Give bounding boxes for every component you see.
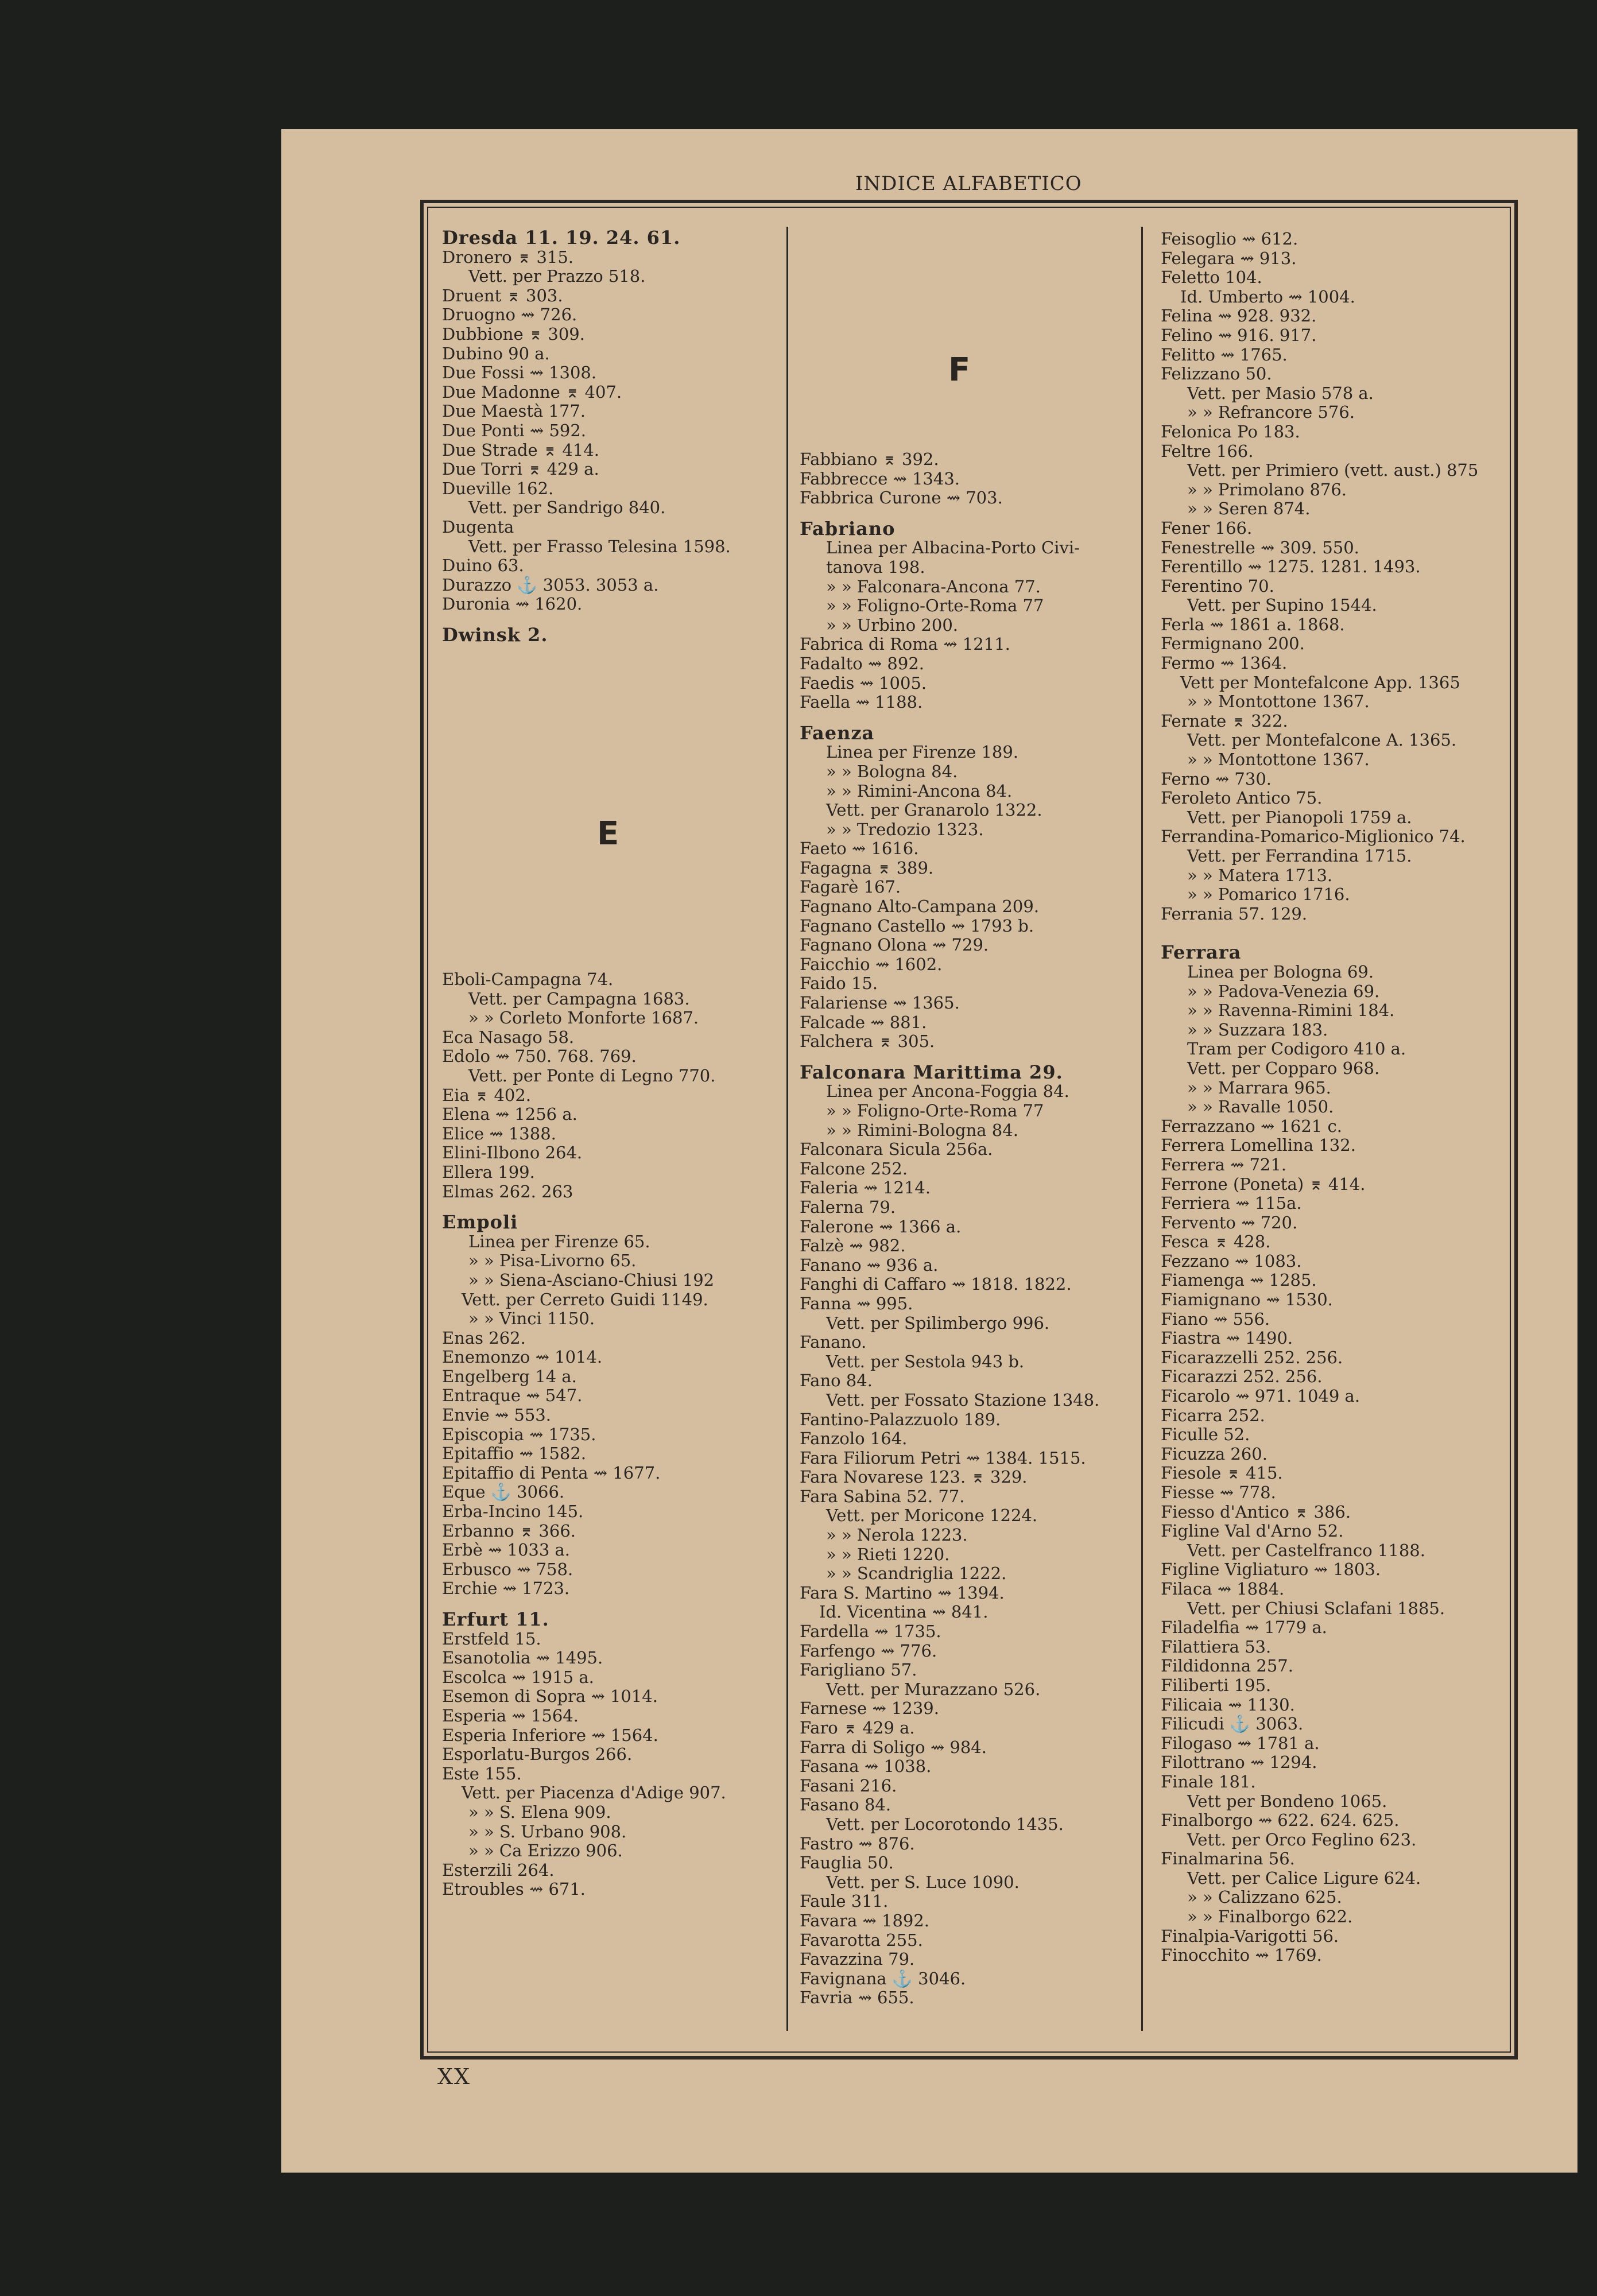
index-entry: Elena ⇝ 1256 a. [442,1104,577,1124]
index-entry: Vett. per Prazzo 518. [468,266,646,286]
index-entry: Vett. per Campagna 1683. [468,988,690,1009]
index-entry: Finalpia-Varigotti 56. [1161,1926,1339,1946]
index-entry: Fanano. [800,1332,867,1352]
index-entry: » » Foligno-Orte-Roma 77 [826,1101,1044,1120]
index-entry: Dubino 90 a. [442,343,550,363]
index-entry: Episcopia ⇝ 1735. [442,1424,596,1444]
index-entry: Faedis ⇝ 1005. [800,673,927,693]
index-entry: » » Pisa-Livorno 65. [468,1251,637,1271]
index-entry: Fagnano Alto-Campana 209. [800,897,1040,917]
index-entry: Fagarè 167. [800,877,901,897]
index-entry: Farfengo ⇝ 776. [800,1640,937,1661]
index-entry: Falerone ⇝ 1366 a. [800,1216,962,1236]
index-entry: Fiastra ⇝ 1490. [1161,1328,1293,1348]
index-entry: » » Foligno-Orte-Roma 77 [826,596,1044,616]
index-entry: Vett per Bondeno 1065. [1187,1791,1387,1811]
index-entry: Epitaffio di Penta ⇝ 1677. [442,1463,661,1483]
index-entry: Eca Nasago 58. [442,1027,575,1047]
index-entry: Fara Filiorum Petri ⇝ 1384. 1515. [800,1448,1086,1468]
index-entry: Ferla ⇝ 1861 a. 1868. [1161,614,1345,634]
index-entry: » » Ravalle 1050. [1187,1097,1334,1117]
index-entry: Fanghi di Caffaro ⇝ 1818. 1822. [800,1274,1072,1294]
index-entry: Linea per Firenze 189. [826,742,1019,762]
index-entry: Vett. per Ferrandina 1715. [1187,846,1412,866]
index-entry: Vett. per Supino 1544. [1187,595,1377,615]
index-entry: Fiesso d'Antico ⌆ 386. [1161,1502,1351,1522]
index-entry: Farra di Soligo ⇝ 984. [800,1737,987,1757]
index-entry: Ferrara [1161,941,1242,964]
index-entry: Eboli-Campagna 74. [442,969,614,989]
index-entry: Faleria ⇝ 1214. [800,1178,931,1198]
index-entry: Ficuzza 260. [1161,1444,1267,1464]
index-entry: Erbanno ⌆ 366. [442,1521,576,1541]
index-entry: Fenestrelle ⇝ 309. 550. [1161,537,1359,557]
section-letter-e: E [597,815,619,852]
section-letter-f: F [948,351,971,389]
index-entry: Vett. per Sestola 943 b. [826,1351,1025,1371]
index-entry: Erchie ⇝ 1723. [442,1578,570,1599]
index-entry: Vett. per Orco Feglino 623. [1187,1829,1417,1849]
index-entry: Entraque ⇝ 547. [442,1386,583,1406]
index-entry: Falconara Marittima 29. [800,1061,1063,1083]
index-entry: Filottrano ⇝ 1294. [1161,1752,1317,1773]
index-entry: Esemon di Sopra ⇝ 1014. [442,1686,658,1707]
index-entry: Fervento ⇝ 720. [1161,1212,1298,1232]
index-entry: Falariense ⇝ 1365. [800,993,960,1013]
index-entry: Vett. per Castelfranco 1188. [1187,1540,1425,1560]
index-entry: Empoli [442,1211,518,1234]
index-entry: Felino ⇝ 916. 917. [1161,325,1317,345]
index-entry: Fasani 216. [800,1775,897,1795]
index-entry: Fiesse ⇝ 778. [1161,1483,1276,1502]
index-entry: Vett. per Cerreto Guidi 1149. [462,1289,708,1309]
index-entry: Filadelfia ⇝ 1779 a. [1161,1618,1327,1638]
index-entry: Fezzano ⇝ 1083. [1161,1251,1302,1271]
index-entry: Vett. per Frasso Telesina 1598. [468,536,731,556]
index-entry: » » Nerola 1223. [826,1525,968,1545]
index-entry: Este 155. [442,1763,522,1783]
index-entry: Filattiera 53. [1161,1636,1272,1657]
index-entry: Vett. per Sandrigo 840. [468,498,666,518]
index-entry: Duino 63. [442,556,524,576]
index-entry: Filiberti 195. [1161,1675,1272,1695]
index-entry: » » Vinci 1150. [468,1309,595,1329]
index-entry: Fasana ⇝ 1038. [800,1756,932,1777]
index-entry: Fantino-Palazzuolo 189. [800,1409,1001,1429]
index-entry: Vett. per Spilimbergo 996. [826,1313,1050,1333]
index-entry: Faido 15. [800,974,878,994]
index-entry: Esporlatu-Burgos 266. [442,1744,633,1764]
index-entry: Ferrera Lomellina 132. [1161,1135,1356,1155]
index-entry: Fiamignano ⇝ 1530. [1161,1290,1333,1310]
index-entry: Feroleto Antico 75. [1161,788,1323,808]
index-entry: Ferentillo ⇝ 1275. 1281. 1493. [1161,557,1421,577]
index-entry: » » Montottone 1367. [1187,692,1370,712]
index-entry: Filicaia ⇝ 1130. [1161,1694,1295,1715]
index-entry: Vett. per Ponte di Legno 770. [468,1065,716,1085]
index-entry: Faro ⌆ 429 a. [800,1718,915,1737]
index-entry: Fasano 84. [800,1795,891,1815]
index-entry: Due Fossi ⇝ 1308. [442,363,597,383]
index-entry: » » Siena-Asciano-Chiusi 192 [468,1270,715,1290]
index-entry: Vett. per Masio 578 a. [1187,383,1374,403]
index-entry: Fara Sabina 52. 77. [800,1486,965,1506]
index-entry: Filaca ⇝ 1884. [1161,1578,1285,1599]
column-divider-1 [786,227,788,2031]
index-entry: Ficarra 252. [1161,1405,1265,1425]
index-entry: Ferno ⇝ 730. [1161,769,1272,789]
index-entry: » » Calizzano 625. [1187,1887,1342,1907]
index-entry: Dronero ⌆ 315. [442,247,574,267]
index-entry: » » Padova-Venezia 69. [1187,981,1380,1001]
index-entry: Falzè ⇝ 982. [800,1236,906,1256]
index-entry: Falcone 252. [800,1158,908,1178]
index-entry: » » Urbino 200. [826,615,958,635]
index-entry: Dugenta [442,517,514,537]
column-2 [800,450,1135,2008]
index-entry: Enemonzo ⇝ 1014. [442,1347,603,1367]
index-entry: Due Madonne ⌆ 407. [442,382,622,402]
index-entry: tanova 198. [826,557,925,577]
index-entry: Erbè ⇝ 1033 a. [442,1540,571,1560]
index-entry: Fardella ⇝ 1735. [800,1622,941,1642]
index-entry: Ferrania 57. 129. [1161,903,1308,924]
index-entry: Vett. per Moricone 1224. [826,1506,1038,1526]
page-header: INDICE ALFABETICO [855,172,1082,195]
index-entry: Dubbione ⌆ 309. [442,324,585,344]
index-entry: Due Torri ⌆ 429 a. [442,459,599,479]
index-entry: Fabriano [800,517,896,540]
index-entry: Fiano ⇝ 556. [1161,1309,1270,1329]
column-1a [442,228,778,645]
index-entry: Etroubles ⇝ 671. [442,1879,586,1899]
index-entry: Ferriera ⇝ 115a. [1161,1193,1302,1213]
index-entry: Falerna 79. [800,1197,896,1217]
index-entry: Escolca ⇝ 1915 a. [442,1667,594,1687]
index-entry: Fagagna ⌆ 389. [800,858,934,878]
index-entry: Faeto ⇝ 1616. [800,839,919,859]
index-entry: Ficulle 52. [1161,1425,1250,1445]
index-entry: Vett. per Fossato Stazione 1348. [826,1390,1100,1410]
index-entry: Vett. per Murazzano 526. [826,1679,1041,1699]
index-entry: Fanzolo 164. [800,1429,908,1449]
index-entry: Druogno ⇝ 726. [442,305,577,325]
index-entry: Elice ⇝ 1388. [442,1123,556,1143]
index-entry: Fesca ⌆ 428. [1161,1232,1271,1252]
index-entry: Fernate ⌆ 322. [1161,711,1288,731]
index-entry: Ellera 199. [442,1162,535,1182]
index-entry: Elini-Ilbono 264. [442,1143,583,1163]
index-entry: Vett. per Montefalcone A. 1365. [1187,730,1457,750]
index-entry: Finale 181. [1161,1771,1256,1791]
index-entry: Ferrazzano ⇝ 1621 c. [1161,1116,1342,1136]
index-entry: » » Rieti 1220. [826,1544,950,1564]
index-entry: Figline Vigliaturo ⇝ 1803. [1161,1560,1381,1580]
index-entry: Fermo ⇝ 1364. [1161,653,1288,673]
index-entry: Fagnano Castello ⇝ 1793 b. [800,916,1034,936]
index-entry: » » Primolano 876. [1187,479,1347,499]
index-entry: Ferrera ⇝ 721. [1161,1154,1287,1174]
index-entry: Vett. per Pianopoli 1759 a. [1187,807,1412,827]
index-entry: Filicudi ⚓ 3063. [1161,1714,1304,1734]
index-entry: Falconara Sicula 256a. [800,1139,993,1159]
index-entry: Id. Vicentina ⇝ 841. [819,1602,989,1622]
index-entry: Fermignano 200. [1161,634,1305,654]
index-entry: » » Bologna 84. [826,761,958,781]
index-entry: Fauglia 50. [800,1853,894,1873]
index-entry: Falchera ⌆ 305. [800,1031,935,1052]
index-entry: Fadalto ⇝ 892. [800,653,924,673]
index-entry: Favazzina 79. [800,1949,915,1969]
index-entry: Erba-Incino 145. [442,1502,584,1522]
index-entry: Linea per Albacina-Porto Civi- [826,538,1080,558]
index-entry: Feletto 104. [1161,267,1262,288]
index-entry: » » Falconara-Ancona 77. [826,576,1041,596]
index-entry: Faule 311. [800,1891,889,1911]
index-entry: Felitto ⇝ 1765. [1161,344,1288,364]
index-entry: Erfurt 11. [442,1608,549,1630]
index-entry: » » Finalborgo 622. [1187,1907,1353,1927]
index-entry: Faenza [800,722,875,744]
index-entry: Faella ⇝ 1188. [800,692,923,712]
index-entry: Vett. per Primiero (vett. aust.) 875 [1187,460,1479,480]
index-entry: Esperia ⇝ 1564. [442,1705,579,1725]
index-entry: Felonica Po 183. [1161,421,1300,441]
index-entry: » » Montottone 1367. [1187,750,1370,770]
index-entry: Esterzili 264. [442,1860,555,1880]
index-entry: Felina ⇝ 928. 932. [1161,306,1317,326]
index-entry: Dresda 11. 19. 24. 61. [442,227,681,249]
index-entry: Ficarazzelli 252. 256. [1161,1347,1343,1367]
index-entry: » » Tredozio 1323. [826,819,984,839]
index-entry: Fiamenga ⇝ 1285. [1161,1270,1317,1290]
index-entry: Linea per Firenze 65. [468,1231,650,1251]
index-entry: Fildidonna 257. [1161,1656,1293,1676]
index-entry: » » Ravenna-Rimini 184. [1187,1000,1395,1021]
index-entry: » » Marrara 965. [1187,1077,1331,1097]
index-entry: Tram per Codigoro 410 a. [1187,1039,1406,1059]
index-entry: » » Ca Erizzo 906. [468,1841,623,1861]
index-entry: Edolo ⇝ 750. 768. 769. [442,1046,637,1066]
index-entry: Ferrandina-Pomarico-Miglionico 74. [1161,827,1466,847]
index-entry: Favria ⇝ 655. [800,1988,914,2008]
index-entry: Durazzo ⚓ 3053. 3053 a. [442,575,659,595]
index-entry: Fabbrica Curone ⇝ 703. [800,488,1003,508]
index-entry: Epitaffio ⇝ 1582. [442,1444,587,1464]
index-entry: Fara S. Martino ⇝ 1394. [800,1583,1005,1603]
index-entry: Fiesole ⌆ 415. [1161,1463,1283,1483]
column-1b [442,970,778,1899]
index-entry: » » S. Elena 909. [468,1802,611,1822]
index-entry: Id. Umberto ⇝ 1004. [1180,286,1355,307]
index-entry: Vett. per Calice Ligure 624. [1187,1868,1421,1888]
index-entry: Vett. per Granarolo 1322. [826,800,1042,820]
index-entry: » » Seren 874. [1187,499,1311,519]
index-entry: Eia ⌆ 402. [442,1085,532,1105]
index-entry: Favignana ⚓ 3046. [800,1968,966,1988]
index-entry: Druent ⌆ 303. [442,285,563,305]
index-entry: Vett. per S. Luce 1090. [826,1872,1020,1892]
index-entry: Fabrica di Roma ⇝ 1211. [800,634,1010,654]
index-entry: » » Pomarico 1716. [1187,885,1350,905]
page-number: XX [437,2064,471,2089]
index-entry: Dwinsk 2. [442,623,548,646]
index-entry: Felegara ⇝ 913. [1161,248,1297,268]
column-divider-2 [1141,227,1143,2031]
index-entry: » » Corleto Monforte 1687. [468,1008,699,1028]
index-entry: Dueville 162. [442,478,554,498]
index-entry: Vett. per Locorotondo 1435. [826,1814,1064,1834]
index-entry: Fanano ⇝ 936 a. [800,1255,939,1275]
index-entry: Enas 262. [442,1328,526,1348]
index-entry: Linea per Ancona-Foggia 84. [826,1081,1069,1102]
index-entry: Filogaso ⇝ 1781 a. [1161,1733,1320,1753]
index-entry: Envie ⇝ 553. [442,1405,551,1425]
index-entry: » » Refrancore 576. [1187,402,1355,422]
index-entry: Ferentino 70. [1161,576,1274,596]
index-entry: Ficarolo ⇝ 971. 1049 a. [1161,1386,1360,1406]
index-entry: Ficarazzi 252. 256. [1161,1367,1323,1387]
index-entry: Fara Novarese 123. ⌆ 329. [800,1467,1028,1487]
index-entry: Vett per Montefalcone App. 1365 [1180,672,1460,692]
index-entry: Due Maestà 177. [442,401,586,421]
index-entry: » » Suzzara 183. [1187,1019,1328,1040]
index-entry: Feisoglio ⇝ 612. [1161,229,1298,249]
index-entry: Felizzano 50. [1161,364,1272,384]
index-entry: Fano 84. [800,1371,873,1391]
index-entry: Farigliano 57. [800,1660,917,1680]
index-entry: Esanotolia ⇝ 1495. [442,1648,603,1668]
index-entry: Fabbiano ⌆ 392. [800,449,939,469]
index-entry: » » S. Urbano 908. [468,1821,627,1841]
index-entry: Fener 166. [1161,518,1253,538]
index-entry: Finalborgo ⇝ 622. 624. 625. [1161,1810,1400,1830]
index-entry: Faicchio ⇝ 1602. [800,954,943,974]
index-entry: » » Scandriglia 1222. [826,1564,1007,1584]
index-entry: Esperia Inferiore ⇝ 1564. [442,1725,658,1745]
index-entry: » » Rimini-Bologna 84. [826,1120,1018,1140]
index-entry: Falcade ⇝ 881. [800,1012,927,1032]
index-entry: Eque ⚓ 3066. [442,1482,565,1502]
index-entry: Ferrone (Poneta) ⌆ 414. [1161,1174,1366,1194]
index-entry: Vett. per Piacenza d'Adige 907. [462,1783,726,1803]
index-entry: Figline Val d'Arno 52. [1161,1521,1344,1541]
index-entry: Vett. per Chiusi Sclafani 1885. [1187,1598,1445,1618]
index-entry: Feltre 166. [1161,441,1254,461]
index-entry: Engelberg 14 a. [442,1366,577,1386]
index-entry: Erbusco ⇝ 758. [442,1559,573,1579]
index-entry: Fanna ⇝ 995. [800,1293,913,1313]
index-entry: Finalmarina 56. [1161,1849,1295,1869]
index-entry: Favarotta 255. [800,1930,923,1950]
index-entry: » » Rimini-Ancona 84. [826,781,1013,801]
index-entry: Due Strade ⌆ 414. [442,440,600,460]
index-entry: Erstfeld 15. [442,1628,541,1649]
index-entry: Duronia ⇝ 1620. [442,594,583,614]
index-entry: Linea per Bologna 69. [1187,961,1374,982]
index-entry: Elmas 262. 263 [442,1181,573,1201]
index-entry: Fastro ⇝ 876. [800,1833,915,1853]
index-entry: Finocchito ⇝ 1769. [1161,1945,1322,1965]
index-entry: Favara ⇝ 1892. [800,1910,930,1930]
index-entry: Farnese ⇝ 1239. [800,1698,939,1719]
column-3 [1161,230,1505,1965]
index-entry: Due Ponti ⇝ 592. [442,420,587,440]
index-entry: Fagnano Olona ⇝ 729. [800,935,989,955]
index-entry: » » Matera 1713. [1187,865,1333,885]
index-entry: Fabbrecce ⇝ 1343. [800,468,960,488]
index-entry: Vett. per Copparo 968. [1187,1058,1380,1078]
